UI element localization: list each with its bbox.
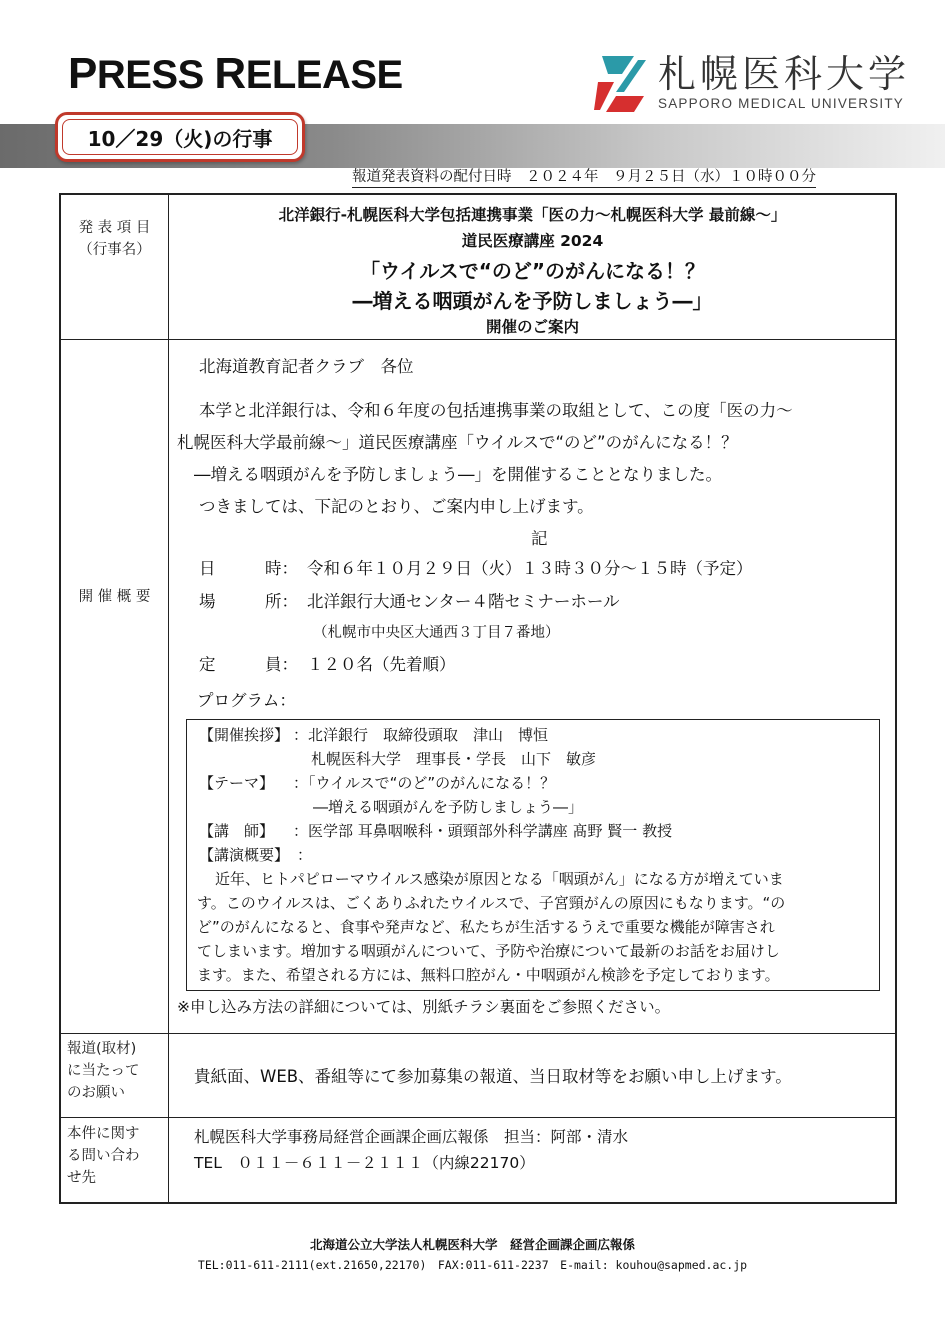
label-contact: 本件に関す る問い合わ せ先 [67, 1126, 140, 1186]
event-date-badge [55, 112, 305, 162]
greeting-speaker-2: 札幌医科大学 理事長・学長 山下 敏彦 [311, 750, 597, 768]
event-course-title: 道民医療講座 2024 [461, 232, 604, 250]
logo-japanese-name: 札幌医科大学 [658, 52, 911, 96]
summary-colon: ： [297, 846, 313, 864]
body-line: 本学と北洋銀行は、令和６年度の包括連携事業の取組として、この度「医の力～ [199, 401, 793, 420]
summary-line: す。このウイルスは、ごくありふれたウイルスで、子宮頸がんの原因にもなります。“の [197, 894, 786, 912]
addressee: 北海道教育記者クラブ 各位 [199, 357, 414, 376]
event-announcement: 開催のご案内 [485, 318, 579, 336]
contact-department: 札幌医科大学事務局経営企画課企画広報係 担当：阿部・清水 [194, 1128, 629, 1146]
footer-organization: 北海道公立大学法人札幌医科大学 経営企画課企画広報係 [309, 1237, 635, 1252]
capacity-label: 定 員： [199, 655, 298, 674]
summary-label: 【講演概要】 [199, 846, 290, 864]
theme-label: 【テーマ】 [199, 774, 275, 792]
ki-mark: 記 [531, 529, 548, 548]
row-divider [61, 339, 895, 340]
event-date-text: 10／29（火)の行事 [62, 119, 298, 155]
distribution-datetime: 報道発表資料の配付日時 ２０２４年 ９月２５日（水）１０時００分 [352, 167, 816, 188]
university-logo-icon [594, 52, 648, 114]
theme-line-1: ：「ウイルスで“のど”のがんになる！？ [293, 774, 556, 792]
row-divider [61, 1033, 895, 1034]
body-line: ―増える咽頭がんを予防しましょう―」を開催することとなりました。 [194, 465, 722, 484]
label-press-request: 報道(取材) に当たって のお願い [67, 1041, 140, 1101]
capacity-value: １２０名（先着順） [307, 655, 456, 674]
body-line: 札幌医科大学最前線～」道民医療講座「ウイルスで“のど”のがんになる！？ [177, 433, 738, 452]
footer-contact: TEL:011-611-2111(ext.21650,22170) FAX:011-611-2237 E-mail: kouhou@sapmed.ac.jp [197, 1258, 748, 1272]
summary-line: 近年、ヒトパピローマウイルス感染が原因となる「咽頭がん」になる方が増えていま [215, 870, 784, 888]
date-label: 日 時： [199, 559, 298, 578]
application-note: ※申し込み方法の詳細については、別紙チラシ裏面をご参照ください。 [177, 998, 671, 1016]
press-request-text: 貴紙面、WEB、番組等にて参加募集の報道、当日取材等をお願い申し上げます。 [194, 1067, 792, 1086]
greeting-label: 【開催挨拶】 [199, 726, 290, 744]
place-address: （札幌市中央区大通西３丁目７番地） [313, 625, 560, 641]
event-series-title: 北洋銀行-札幌医科大学包括連携事業「医の力～札幌医科大学 最前線～」 [278, 206, 787, 224]
label-event-title: 発 表 項 目 （行事名） [78, 220, 151, 258]
theme-line-2: ―増える咽頭がんを予防しましょう―」 [313, 798, 584, 816]
summary-line: ど”のがんになると、食事や発声など、私たちが生活するうえで重要な機能が障害され [197, 918, 775, 936]
program-label: プログラム： [197, 691, 296, 710]
logo-english-name: SAPPORO MEDICAL UNIVERSITY [658, 96, 904, 111]
greeting-speaker-1: ：北洋銀行 取締役頭取 津山 博恒 [293, 726, 549, 744]
lecturer-value: ：医学部 耳鼻咽喉科・頭頸部外科学講座 髙野 賢一 教授 [293, 822, 673, 840]
date-value: 令和６年１０月２９日（火）１３時３０分～１５時（予定） [307, 559, 753, 578]
contact-phone: TEL ０１１－６１１－２１１１（内線22170） [194, 1154, 535, 1172]
summary-line: てしまいます。増加する咽頭がんについて、予防や治療について最新のお話をお届けし [197, 942, 780, 960]
place-label: 場 所： [199, 592, 298, 611]
place-value: 北洋銀行大通センター４階セミナーホール [307, 592, 620, 611]
press-release-title: PRESS RELEASE [68, 49, 403, 98]
lecturer-label: 【講 師】 [199, 822, 275, 840]
info-table [59, 193, 897, 1204]
program-box [186, 719, 880, 991]
row-divider [61, 1117, 895, 1118]
summary-line: ます。また、希望される方には、無料口腔がん・中咽頭がん検診を予定しております。 [197, 966, 780, 984]
body-line: つきましては、下記のとおり、ご案内申し上げます。 [199, 497, 594, 516]
event-main-title-2: ―増える咽頭がんを予防しましょう―」 [352, 289, 713, 313]
label-event-overview: 開 催 概 要 [78, 589, 151, 605]
event-main-title-1: 「ウイルスで“のど”のがんになる！？ [359, 259, 706, 283]
